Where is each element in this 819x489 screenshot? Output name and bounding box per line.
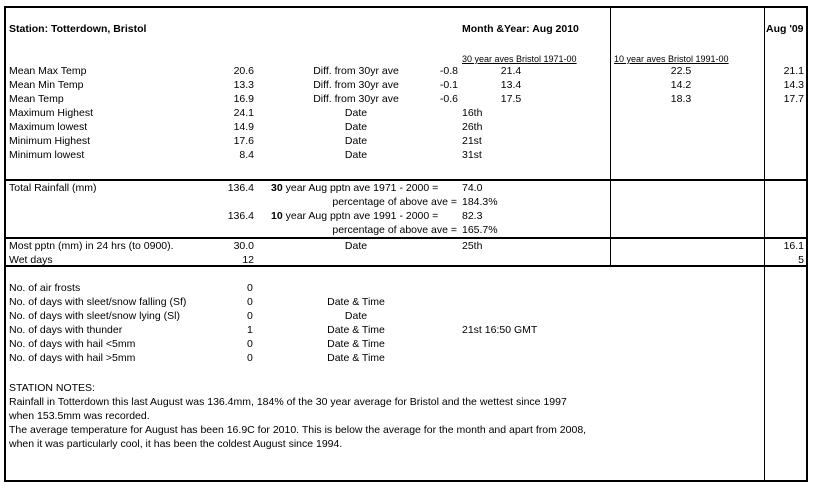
row-ave10: 14.2	[670, 79, 692, 91]
month-year: Month &Year: Aug 2010	[462, 23, 579, 35]
event-label: No. of air frosts	[9, 282, 81, 294]
rainfall-ave10-value: 82.3	[462, 210, 483, 222]
pptn-prev: 16.1	[783, 240, 804, 252]
row-value: 14.9	[233, 121, 254, 133]
notes-line: Rainfall in Totterdown this last August was 136.4mm, 184% of the 30 year average for Bristol and the wettest since 1997	[9, 396, 567, 408]
notes-line: The average temperature for August has been 16.9C for 2010. This is below the average for the month and apart from 2008,	[9, 424, 587, 436]
wet-days-prev: 5	[798, 254, 804, 266]
row-note: Diff. from 30yr ave	[313, 93, 399, 105]
event-note: Date & Time	[327, 296, 385, 308]
pptn-label: Most pptn (mm) in 24 hrs (to 0900).	[9, 240, 174, 252]
row-value: 20.6	[233, 65, 254, 77]
event-value: 0	[247, 338, 253, 350]
row-label: Minimum lowest	[9, 149, 85, 161]
row-label: Mean Max Temp	[9, 65, 87, 77]
rainfall-pct10: 165.7%	[462, 224, 498, 236]
row-label: Minimum Highest	[9, 135, 91, 147]
row-date: 26th	[462, 121, 483, 133]
row-ave10: 18.3	[670, 93, 692, 105]
row-ave10: 22.5	[670, 65, 692, 77]
row-note: Date	[344, 107, 368, 119]
rainfall-pct30: 184.3%	[462, 196, 498, 208]
row-ave30: 21.4	[500, 65, 522, 77]
row-note: Diff. from 30yr ave	[313, 79, 399, 91]
ave10-years: 10	[271, 210, 283, 222]
event-label: No. of days with hail >5mm	[9, 352, 136, 364]
event-value: 0	[247, 310, 253, 322]
rule-events-top	[6, 265, 806, 267]
pptn-note: Date	[344, 240, 368, 252]
event-note: Date & Time	[327, 338, 385, 350]
divider-prev-year	[764, 8, 765, 480]
rainfall-ave10	[271, 210, 438, 222]
ave30-text: year Aug pptn ave 1971 - 2000 =	[282, 182, 439, 194]
row-value: 17.6	[233, 135, 254, 147]
event-label: No. of days with sleet/snow lying (Sl)	[9, 310, 180, 322]
notes-heading: STATION NOTES:	[9, 382, 95, 394]
rule-pptn-top	[6, 237, 806, 239]
row-value: 8.4	[239, 149, 254, 161]
event-note: Date & Time	[327, 324, 385, 336]
prev-year-heading: Aug '09	[766, 23, 804, 35]
col-header-30yr: 30 year aves Bristol 1971-00	[462, 54, 577, 64]
rainfall-ave30-value: 74.0	[462, 182, 483, 194]
rainfall-label: Total Rainfall (mm)	[9, 182, 97, 194]
row-diff: -0.6	[439, 93, 458, 105]
row-label: Maximum Highest	[9, 107, 94, 119]
rainfall-total: 136.4	[227, 182, 254, 194]
event-label: No. of days with sleet/snow falling (Sf)	[9, 296, 187, 308]
notes-line: when it was particularly cool, it has been the coldest August since 1994.	[9, 438, 343, 450]
ave30-years: 30	[271, 182, 283, 194]
event-note: Date	[344, 310, 368, 322]
weather-summary-sheet	[4, 6, 808, 482]
notes-line: when 153.5mm was recorded.	[9, 410, 150, 422]
row-note: Diff. from 30yr ave	[313, 65, 399, 77]
row-label: Mean Min Temp	[9, 79, 84, 91]
row-date: 21st	[462, 135, 482, 147]
col-header-10yr: 10 year aves Bristol 1991-00	[614, 54, 729, 64]
pct10-label: percentage of above ave =	[332, 224, 457, 236]
row-diff: -0.1	[439, 79, 458, 91]
row-note: Date	[344, 135, 368, 147]
wet-days-label: Wet days	[9, 254, 53, 266]
station-name: Station: Totterdown, Bristol	[9, 23, 147, 35]
rainfall-ave30	[271, 182, 438, 194]
rule-rainfall-top	[6, 179, 806, 181]
row-ave30: 13.4	[500, 79, 522, 91]
row-ave30: 17.5	[500, 93, 522, 105]
event-value: 0	[247, 296, 253, 308]
rainfall-total-2: 136.4	[227, 210, 254, 222]
row-value: 16.9	[233, 93, 254, 105]
row-label: Maximum lowest	[9, 121, 88, 133]
row-date: 16th	[462, 107, 483, 119]
ave10-text: year Aug pptn ave 1991 - 2000 =	[282, 210, 439, 222]
event-detail: 21st 16:50 GMT	[462, 324, 538, 336]
divider-10yr	[610, 8, 611, 265]
row-prev: 21.1	[783, 65, 804, 77]
row-prev: 14.3	[783, 79, 804, 91]
row-note: Date	[344, 121, 368, 133]
row-value: 13.3	[233, 79, 254, 91]
event-label: No. of days with hail <5mm	[9, 338, 136, 350]
row-prev: 17.7	[783, 93, 804, 105]
row-label: Mean Temp	[9, 93, 64, 105]
wet-days-value: 12	[242, 254, 254, 266]
event-value: 0	[247, 282, 253, 294]
row-value: 24.1	[233, 107, 254, 119]
event-note: Date & Time	[327, 352, 385, 364]
event-value: 0	[247, 352, 253, 364]
pptn-date: 25th	[462, 240, 483, 252]
row-diff: -0.8	[439, 65, 458, 77]
event-label: No. of days with thunder	[9, 324, 123, 336]
event-value: 1	[247, 324, 253, 336]
pptn-value: 30.0	[233, 240, 254, 252]
row-date: 31st	[462, 149, 482, 161]
pct30-label: percentage of above ave =	[332, 196, 457, 208]
row-note: Date	[344, 149, 368, 161]
